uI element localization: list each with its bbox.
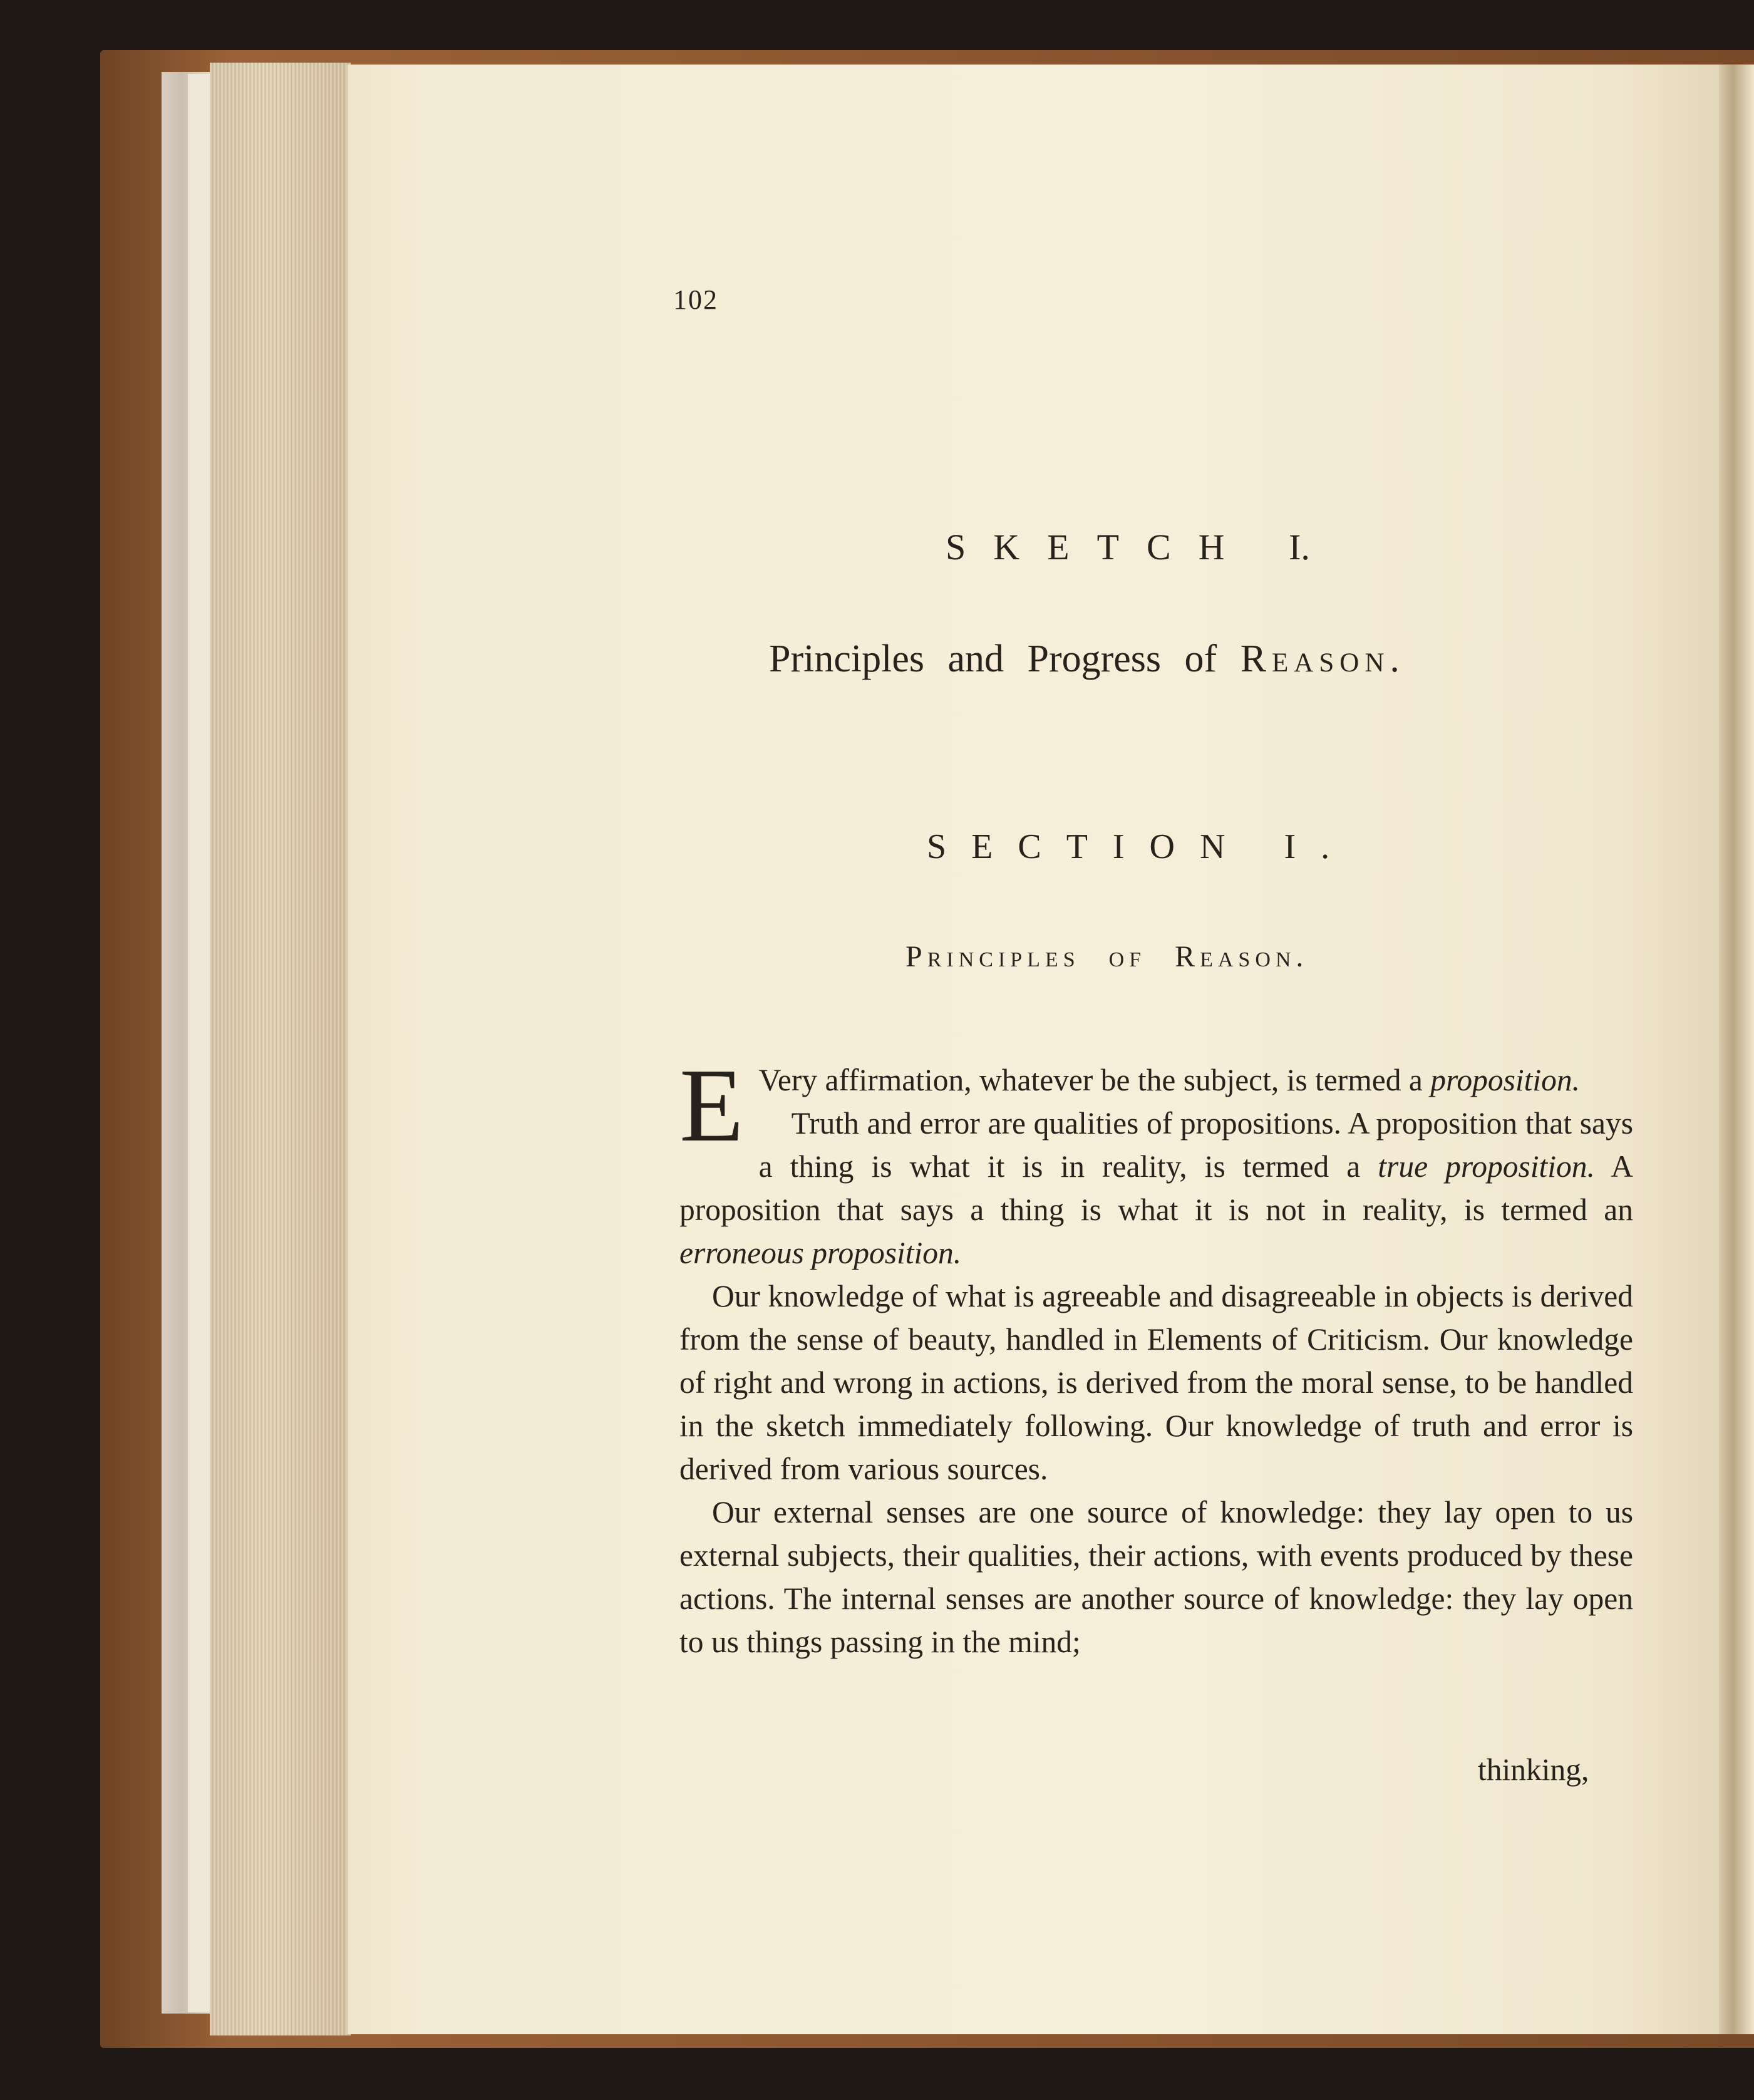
- paragraph-2-text-a: Truth and error are qualities of propositions. A proposition that says a thing is what it is in reality, is termed a: [758, 1106, 1633, 1184]
- endpaper-leaf: [188, 74, 213, 2012]
- paragraph-2: [679, 1102, 1633, 1275]
- paragraph-1-italic: proposition.: [1430, 1063, 1581, 1097]
- part-title: [769, 637, 1405, 681]
- page-edges-shadow: [210, 63, 351, 2035]
- sketch-number: I.: [1289, 527, 1310, 567]
- page-number: 102: [673, 284, 718, 315]
- paragraph-2-italic-b: erroneous proposition.: [679, 1236, 962, 1270]
- section-heading: SECTION I.: [927, 827, 1355, 866]
- paragraph-2-italic-a: true proposition.: [1378, 1149, 1595, 1184]
- part-title-reason: Reason.: [1240, 638, 1405, 680]
- part-title-lead: Principles and Progress of: [769, 638, 1217, 680]
- catchword: thinking,: [1478, 1752, 1589, 1787]
- body-text: [679, 1047, 1633, 1663]
- sketch-word: SKETCH: [946, 527, 1252, 567]
- paragraph-4: Our external senses are one source of knowledge: they lay open to us external subjects, their qualities, their actions, with events produced by these actions. The internal senses are another source of knowledge: they lay open to us things passing in the mind;: [679, 1495, 1633, 1659]
- paragraph-2-text-b: A proposition that says a thing is what it is not in reality, is termed an: [679, 1149, 1633, 1227]
- book-gutter: [1719, 65, 1754, 2034]
- sketch-heading: [946, 526, 1310, 568]
- drop-cap: E: [679, 1047, 744, 1164]
- paragraph-1-text: Very affirmation, whatever be the subject, is termed a: [758, 1063, 1431, 1097]
- subsection-heading: Principles of Reason.: [905, 940, 1309, 973]
- paragraph-3: Our knowledge of what is agreeable and disagreeable in objects is derived from the sense of beauty, handled in Elements of Criticism. Our knowledge of right and wrong in actions, is derived from the moral sense, to be handled in the sketch immediately following. Our knowledge of truth and error is derived from various sources.: [679, 1279, 1633, 1486]
